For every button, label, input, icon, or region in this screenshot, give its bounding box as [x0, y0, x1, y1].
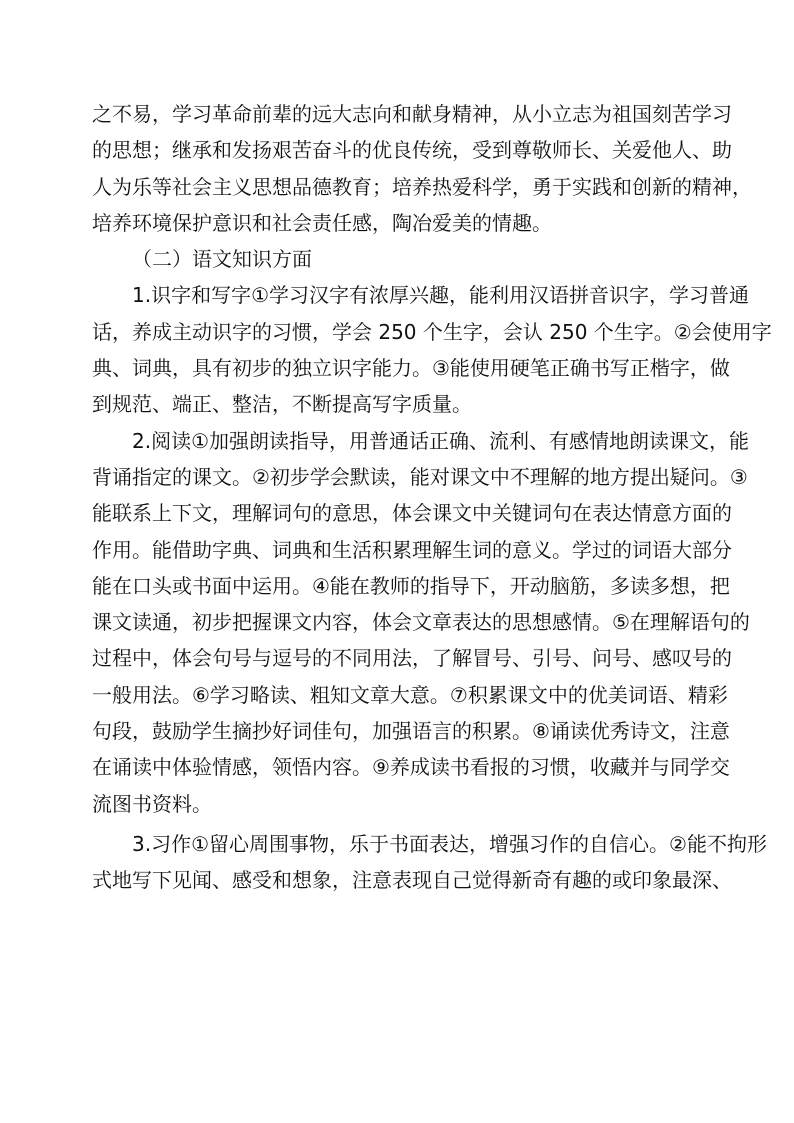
text-line: 一般用法。⑥学习略读、粗知文章大意。⑦积累课文中的优美词语、精彩: [92, 682, 728, 707]
text-line: 之不易，学习革命前辈的远大志向和献身精神，从小立志为祖国刻苦学习: [92, 102, 732, 126]
text-line: 能在口头或书面中运用。④能在教师的指导下，开动脑筋，多读多想，把: [92, 573, 730, 598]
text-line: 到规范、端正、整洁，不断提高写字质量。: [92, 392, 472, 417]
text-line: 背诵指定的课文。②初步学会默读，能对课文中不理解的地方提出疑问。③: [92, 464, 748, 489]
section-heading: （二）语文知识方面: [132, 247, 312, 272]
text-line: 课文读通，初步把握课文内容，体会文章表达的思想感情。⑤在理解语句的: [92, 610, 750, 635]
text-line: 式地写下见闻、感受和想象，注意表现自己觉得新奇有趣的或印象最深、: [92, 868, 732, 893]
text-line: 能联系上下文，理解词句的意思，体会课文中关键词句在表达情意方面的: [92, 501, 732, 526]
text-line: 培养环境保护意识和社会责任感，陶冶爱美的情趣。: [92, 210, 552, 235]
text-line: 典、词典，具有初步的独立识字能力。③能使用硬笔正确书写正楷字，做: [92, 356, 730, 381]
text-line: 2.阅读①加强朗读指导，用普通话正确、流利、有感情地朗读课文，能: [132, 428, 750, 453]
text-line: 在诵读中体验情感，领悟内容。⑨养成读书看报的习惯，收藏并与同学交: [92, 755, 730, 780]
text-line: 1.识字和写字①学习汉字有浓厚兴趣，能利用汉语拼音识字，学习普通: [132, 283, 750, 308]
text-line: 作用。能借助字典、词典和生活积累理解生词的意义。学过的词语大部分: [92, 537, 732, 562]
text-line: 过程中，体会句号与逗号的不同用法，了解冒号、引号、问号、感叹号的: [92, 646, 732, 671]
text-line: 的思想；继承和发扬艰苦奋斗的优良传统，受到尊敬师长、关爱他人、助: [92, 138, 732, 163]
body-text: [92, 96, 772, 899]
text-line: 句段，鼓励学生摘抄好词佳句，加强语言的积累。⑧诵读优秀诗文，注意: [92, 719, 730, 744]
text-line: 流图书资料。: [92, 791, 212, 816]
text-line: 话，养成主动识字的习惯，学会 250 个生字，会认 250 个生字。②会使用字: [92, 319, 772, 344]
text-line: 3.习作①留心周围事物，乐于书面表达，增强习作的自信心。②能不拘形: [132, 831, 767, 856]
text-line: 人为乐等社会主义思想品德教育；培养热爱科学，勇于实践和创新的精神，: [92, 174, 752, 199]
